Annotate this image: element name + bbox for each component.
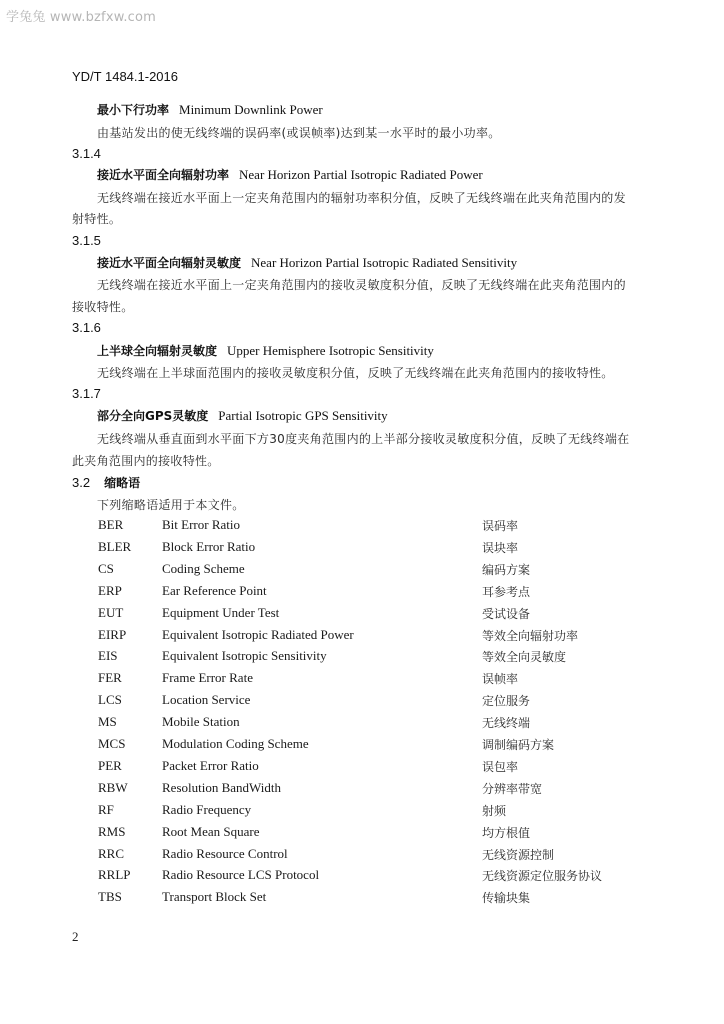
abbreviation-full: Modulation Coding Scheme	[162, 736, 309, 751]
abbreviation-zh: 误块率	[482, 541, 519, 555]
abbreviation-code: TBS	[98, 889, 122, 904]
abbreviation-code: RBW	[98, 780, 128, 795]
abbreviation-full: Location Service	[162, 692, 251, 707]
abbreviation-full: Radio Frequency	[162, 802, 252, 817]
term-definition-line: 无线终端在接近水平面上一定夹角范围内的辐射功率积分值，反映了无线终端在此夹角范围内的发	[97, 191, 626, 205]
abbreviation-full: Frame Error Rate	[162, 670, 253, 685]
term-title	[97, 101, 323, 118]
abbreviation-zh: 耳参考点	[482, 585, 531, 599]
term-definition-line: 无线终端在上半球面范围内的接收灵敏度积分值，反映了无线终端在此夹角范围内的接收特性。	[97, 366, 614, 380]
term-definition-line: 无线终端从垂直面到水平面下方30度夹角范围内的上半部分接收灵敏度积分值，反映了无线终端在	[97, 432, 630, 446]
term-title	[97, 407, 388, 424]
term-title-en: Minimum Downlink Power	[179, 102, 323, 117]
abbreviation-full: Equipment Under Test	[162, 605, 280, 620]
abbreviation-code: BLER	[98, 539, 132, 554]
abbreviation-code: PER	[98, 758, 122, 773]
term-definition-line: 此夹角范围内的接收特性。	[72, 454, 220, 468]
term-title-zh: 接近水平面全向辐射灵敏度	[97, 256, 242, 270]
abbreviation-zh: 均方根值	[482, 826, 531, 840]
abbreviation-zh: 受试设备	[482, 607, 531, 621]
abbreviation-code: EIS	[98, 648, 118, 663]
clause-number: 3.1.7	[72, 386, 101, 401]
term-title-zh: 部分全向GPS灵敏度	[97, 409, 209, 423]
abbreviation-zh: 射频	[482, 804, 507, 818]
abbreviation-full: Bit Error Ratio	[162, 517, 240, 532]
abbreviation-code: LCS	[98, 692, 122, 707]
clause-number: 3.1.4	[72, 146, 101, 161]
abbreviation-full: Ear Reference Point	[162, 583, 267, 598]
abbreviation-full: Radio Resource LCS Protocol	[162, 867, 320, 882]
term-title-en: Upper Hemisphere Isotropic Sensitivity	[227, 343, 434, 358]
term-title	[97, 166, 483, 183]
abbreviation-full: Equivalent Isotropic Sensitivity	[162, 648, 327, 663]
abbreviation-full: Radio Resource Control	[162, 846, 288, 861]
abbreviation-code: CS	[98, 561, 114, 576]
abbreviation-zh: 等效全向灵敏度	[482, 650, 567, 664]
abbreviation-full: Coding Scheme	[162, 561, 245, 576]
abbreviation-code: MS	[98, 714, 117, 729]
abbreviation-code: BER	[98, 517, 124, 532]
abbreviation-zh: 传输块集	[482, 891, 531, 905]
abbreviation-zh: 调制编码方案	[482, 738, 555, 752]
section-title-text: 缩略语	[104, 476, 141, 490]
abbreviation-zh: 误码率	[482, 519, 519, 533]
page-number: 2	[72, 929, 79, 944]
abbreviation-zh: 定位服务	[482, 694, 531, 708]
abbreviation-code: ERP	[98, 583, 122, 598]
watermark: 学兔兔 www.bzfxw.com	[6, 10, 157, 25]
abbreviation-full: Packet Error Ratio	[162, 758, 259, 773]
term-title-en: Partial Isotropic GPS Sensitivity	[218, 408, 388, 423]
abbreviation-code: RF	[98, 802, 114, 817]
term-title-zh: 上半球全向辐射灵敏度	[97, 344, 218, 358]
abbreviation-zh: 误帧率	[482, 672, 519, 686]
abbreviation-full: Root Mean Square	[162, 824, 260, 839]
abbreviation-full: Mobile Station	[162, 714, 240, 729]
clause-number: 3.1.5	[72, 233, 101, 248]
section-number: 3.2	[72, 475, 91, 490]
abbreviation-zh: 编码方案	[482, 563, 531, 577]
abbreviation-code: FER	[98, 670, 122, 685]
section-intro: 下列缩略语适用于本文件。	[97, 498, 245, 512]
term-title-zh: 接近水平面全向辐射功率	[97, 168, 230, 182]
abbreviation-zh: 误包率	[482, 760, 519, 774]
term-title	[97, 342, 434, 359]
term-title-en: Near Horizon Partial Isotropic Radiated Sensitivity	[251, 255, 518, 270]
abbreviation-code: MCS	[98, 736, 126, 751]
term-title-en: Near Horizon Partial Isotropic Radiated Power	[239, 167, 483, 182]
term-title	[97, 254, 517, 271]
abbreviation-zh: 分辨率带宽	[482, 782, 543, 796]
term-definition-line: 接收特性。	[72, 300, 134, 314]
abbreviation-zh: 无线终端	[482, 716, 531, 730]
abbreviation-code: RRC	[98, 846, 125, 861]
abbreviation-code: EIRP	[98, 627, 127, 642]
term-definition-line: 由基站发出的使无线终端的误码率(或误帧率)达到某一水平时的最小功率。	[97, 126, 501, 140]
abbreviation-zh: 无线资源控制	[482, 848, 555, 862]
abbreviation-code: RRLP	[98, 867, 131, 882]
clause-number: 3.1.6	[72, 320, 101, 335]
term-definition-line: 无线终端在接近水平面上一定夹角范围内的接收灵敏度积分值，反映了无线终端在此夹角范围内的	[97, 278, 626, 292]
abbreviation-full: Block Error Ratio	[162, 539, 256, 554]
abbreviation-full: Transport Block Set	[162, 889, 267, 904]
abbreviation-code: RMS	[98, 824, 126, 839]
abbreviation-zh: 无线资源定位服务协议	[482, 869, 603, 883]
abbreviation-zh: 等效全向辐射功率	[482, 629, 579, 643]
term-title-zh: 最小下行功率	[97, 103, 170, 117]
section-title	[72, 474, 140, 491]
term-definition-line: 射特性。	[72, 212, 122, 226]
standard-number: YD/T 1484.1-2016	[72, 69, 178, 84]
abbreviation-code: EUT	[98, 605, 124, 620]
abbreviation-full: Resolution BandWidth	[162, 780, 281, 795]
abbreviation-full: Equivalent Isotropic Radiated Power	[162, 627, 354, 642]
